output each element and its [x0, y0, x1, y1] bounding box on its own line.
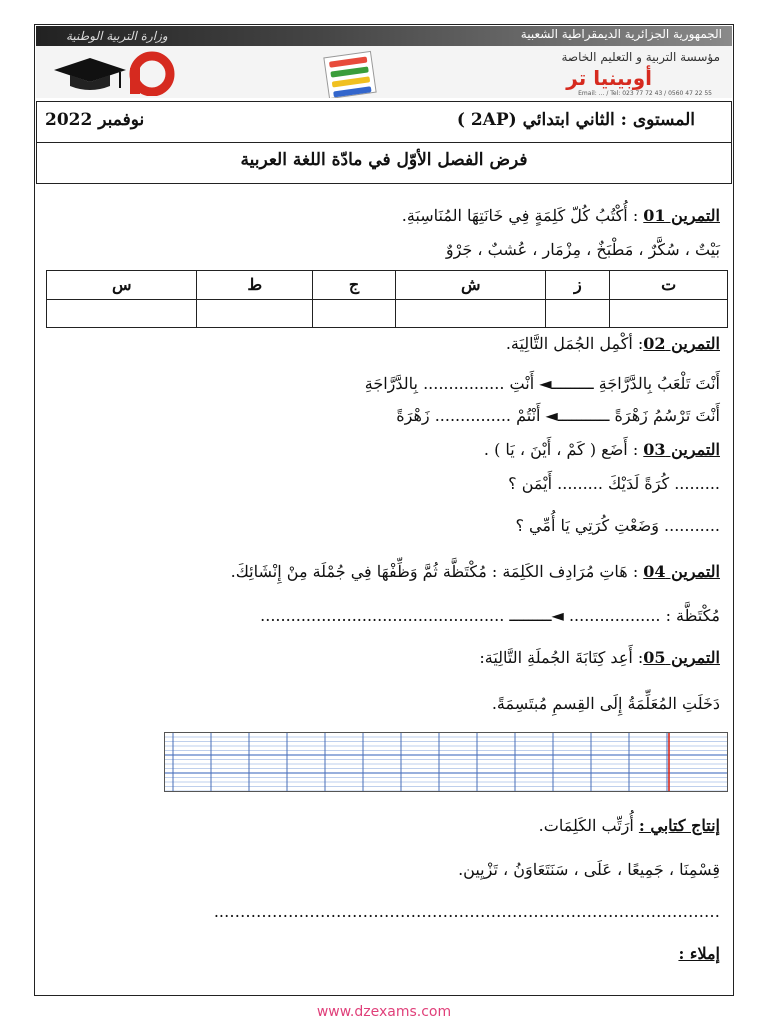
table-answer-row [47, 299, 728, 328]
answer-cell[interactable] [197, 299, 313, 328]
exercise-4-answer-line: مُكْتَظَّة : .................. ◄ـــــــــ ................................................ [260, 606, 720, 625]
exercise-2-label: التمرين 02 [643, 334, 720, 353]
answer-cell[interactable] [546, 299, 610, 328]
footer-site: www.dzexams.com [316, 1004, 452, 1020]
exercise-1-heading [402, 206, 720, 225]
exercise-4-heading [231, 562, 720, 581]
exercise-2-heading [506, 334, 720, 353]
writing-label: إنتاج كتابي : [638, 816, 720, 835]
answer-cell[interactable] [47, 299, 197, 328]
exam-date: نوفمبر 2022 [45, 110, 145, 130]
level-label: المستوى : الثاني ابتدائي (2AP ) [456, 110, 695, 130]
exercise-5-sentence: دَخَلَتِ المُعَلِّمَةُ إِلَى القِسمِ مُبتَسِمَةً. [491, 694, 720, 713]
levels-badge-icon [323, 51, 376, 98]
sorting-table [46, 270, 728, 328]
table-header-row [47, 271, 728, 300]
contact-info: Email: ... / Tel: 023 77 72 43 / 0560 47 22 55 [578, 90, 712, 97]
exercise-2-instruction: : أكْمِل الجُمَل التَّالِيَة. [505, 334, 644, 353]
exercise-4-label: التمرين 04 [643, 562, 720, 581]
letter-cell: ط [197, 271, 313, 300]
handwriting-grid [165, 733, 728, 792]
exercise-5-instruction: : أَعِد كِتَابَةَ الجُملَةِ التَّالِيَة: [479, 648, 644, 667]
brand-name: أوبينيا تر [566, 66, 652, 90]
letter-cell: ج [313, 271, 396, 300]
exercise-3-line-2: ........... وَضَعْتِ كُرَتِي يَا أُمِّي ؟ [515, 516, 720, 535]
exercise-2-line-1: أَنْتَ تَلْعَبُ بِالدَّرَّاجَةِ ـــــــــ◄ أَنْتِ ................ بِالدَّرَّاجَةِ [364, 374, 720, 393]
graduation-cap-logo-icon [50, 48, 180, 96]
exercise-1-words: بَيْتٌ ، سُكَّرٌ ، مَطْبَخٌ ، مِزْمَار ، عُشبٌ ، جَرْوٌ [445, 240, 720, 259]
dictation-heading [678, 944, 720, 963]
exam-title: فرض الفصل الأوّل في مادّة اللغة العربية [240, 150, 528, 170]
exercise-2-line-2: أَنْتَ تَرْسُمُ زَهْرَةً ـــــــــــ◄ أَنْتُمْ ............... زَهْرَةً [396, 406, 720, 425]
answer-cell[interactable] [610, 299, 728, 328]
exercise-4-instruction: : هَاتِ مُرَادِف الكَلِمَة : مُكْتَظَّة ثُمَّ وَظِّفْهَا فِي جُمْلَة مِنْ إِنْشَائِكَ. [230, 562, 644, 581]
exercise-5-heading [479, 648, 720, 667]
republic-name: الجمهورية الجزائرية الديمقراطية الشعبية [520, 27, 722, 41]
exercise-3-line-1: ......... كُرَةً لَدَيْكَ ......... أَيْمَن ؟ [508, 474, 720, 493]
letter-cell: ش [396, 271, 546, 300]
handwriting-lines[interactable] [164, 732, 728, 792]
exercise-3-instruction: : أَضَع ( كَمْ ، أَيْنَ ، يَا ) . [483, 440, 644, 459]
header-banner [36, 26, 732, 98]
exercise-1-label: التمرين 01 [643, 206, 720, 225]
exercise-3-label: التمرين 03 [643, 440, 720, 459]
answer-cell[interactable] [396, 299, 546, 328]
writing-answer-line: ………………………………………………………………………………….. [213, 902, 720, 921]
exercise-1-instruction: : أُكْتُبُ كُلّ كَلِمَةٍ فِي خَانَتِهَا المُنَاسِبَةِ. [401, 206, 644, 225]
writing-words: قِسْمِنَا ، جَمِيعًا ، عَلَى ، سَنَتَعَاوَنُ ، تَزْيِين. [458, 860, 720, 879]
answer-cell[interactable] [313, 299, 396, 328]
institution-name: مؤسسة التربية و التعليم الخاصة [561, 50, 720, 64]
letter-cell: ز [546, 271, 610, 300]
info-box [36, 101, 732, 184]
letter-cell: س [47, 271, 197, 300]
writing-heading [539, 816, 720, 835]
ministry-name: وزارة التربية الوطنية [66, 29, 168, 43]
letter-cell: ت [610, 271, 728, 300]
info-divider [37, 142, 731, 143]
exercise-3-heading [484, 440, 720, 459]
writing-instruction: أُرَتِّب الكَلِمَات. [538, 816, 639, 835]
exercise-5-label: التمرين 05 [643, 648, 720, 667]
dictation-label: إملاء : [678, 944, 720, 963]
